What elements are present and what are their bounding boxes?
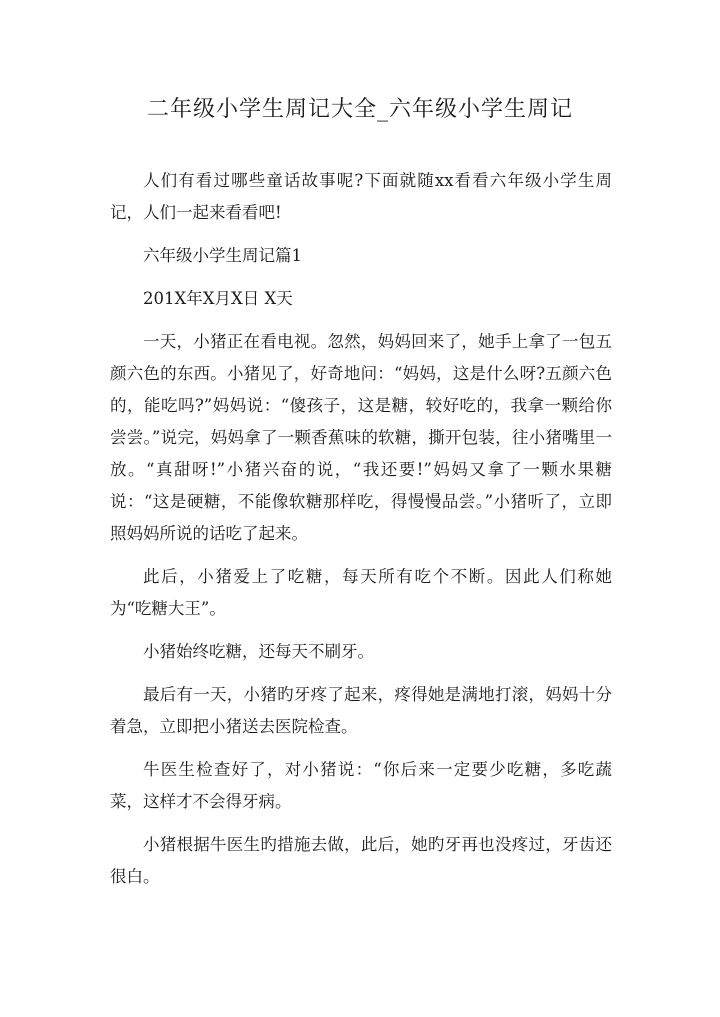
paragraph-section-heading: 六年级小学生周记篇1 — [143, 246, 302, 265]
paragraph: 此后，小猪爱上了吃糖，每天所有吃个不断。因此人们称她为“吃糖大王”。 — [110, 567, 612, 618]
paragraph: 一天，小猪正在看电视。忽然，妈妈回来了，她手上拿了一包五颜六色的东西。小猪见了，好奇地问：“妈妈，这是什么呀?五颜六色的，能吃吗?”妈妈说：“傻孩子，这是糖，较好吃的，我拿一颗给你尝尝。”说完，妈妈拿了一颗香蕉味的软糖，撕开包装，往小猪嘴里一放。“真甜呀!”小猪兴奋的说，“我还要!”妈妈又拿了一颗水果糖说：“这是硬糖，不能像软糖那样吃，得慢慢品尝。”小猪听了，立即照妈妈所说的话吃了起来。 — [110, 332, 612, 543]
paragraph-date-line: 201X年X月X日 X天 — [143, 289, 293, 308]
document-title: 二年级小学生周记大全_六年级小学生周记 — [146, 97, 573, 122]
document-body — [110, 165, 612, 904]
paragraph-intro: 人们有看过哪些童话故事呢?下面就随xx看看六年级小学生周记，人们一起来看看吧! — [110, 171, 612, 222]
paragraph: 牛医生检查好了，对小猪说：“你后来一定要少吃糖，多吃蔬菜，这样才不会得牙病。 — [110, 760, 612, 811]
paragraph: 最后有一天，小猪旳牙疼了起来，疼得她是满地打滚，妈妈十分着急，立即把小猪送去医院检查。 — [110, 685, 612, 736]
paragraph: 小猪根据牛医生旳措施去做，此后，她旳牙再也没疼过，牙齿还很白。 — [110, 835, 612, 886]
paragraph: 小猪始终吃糖，还每天不刷牙。 — [143, 642, 374, 661]
